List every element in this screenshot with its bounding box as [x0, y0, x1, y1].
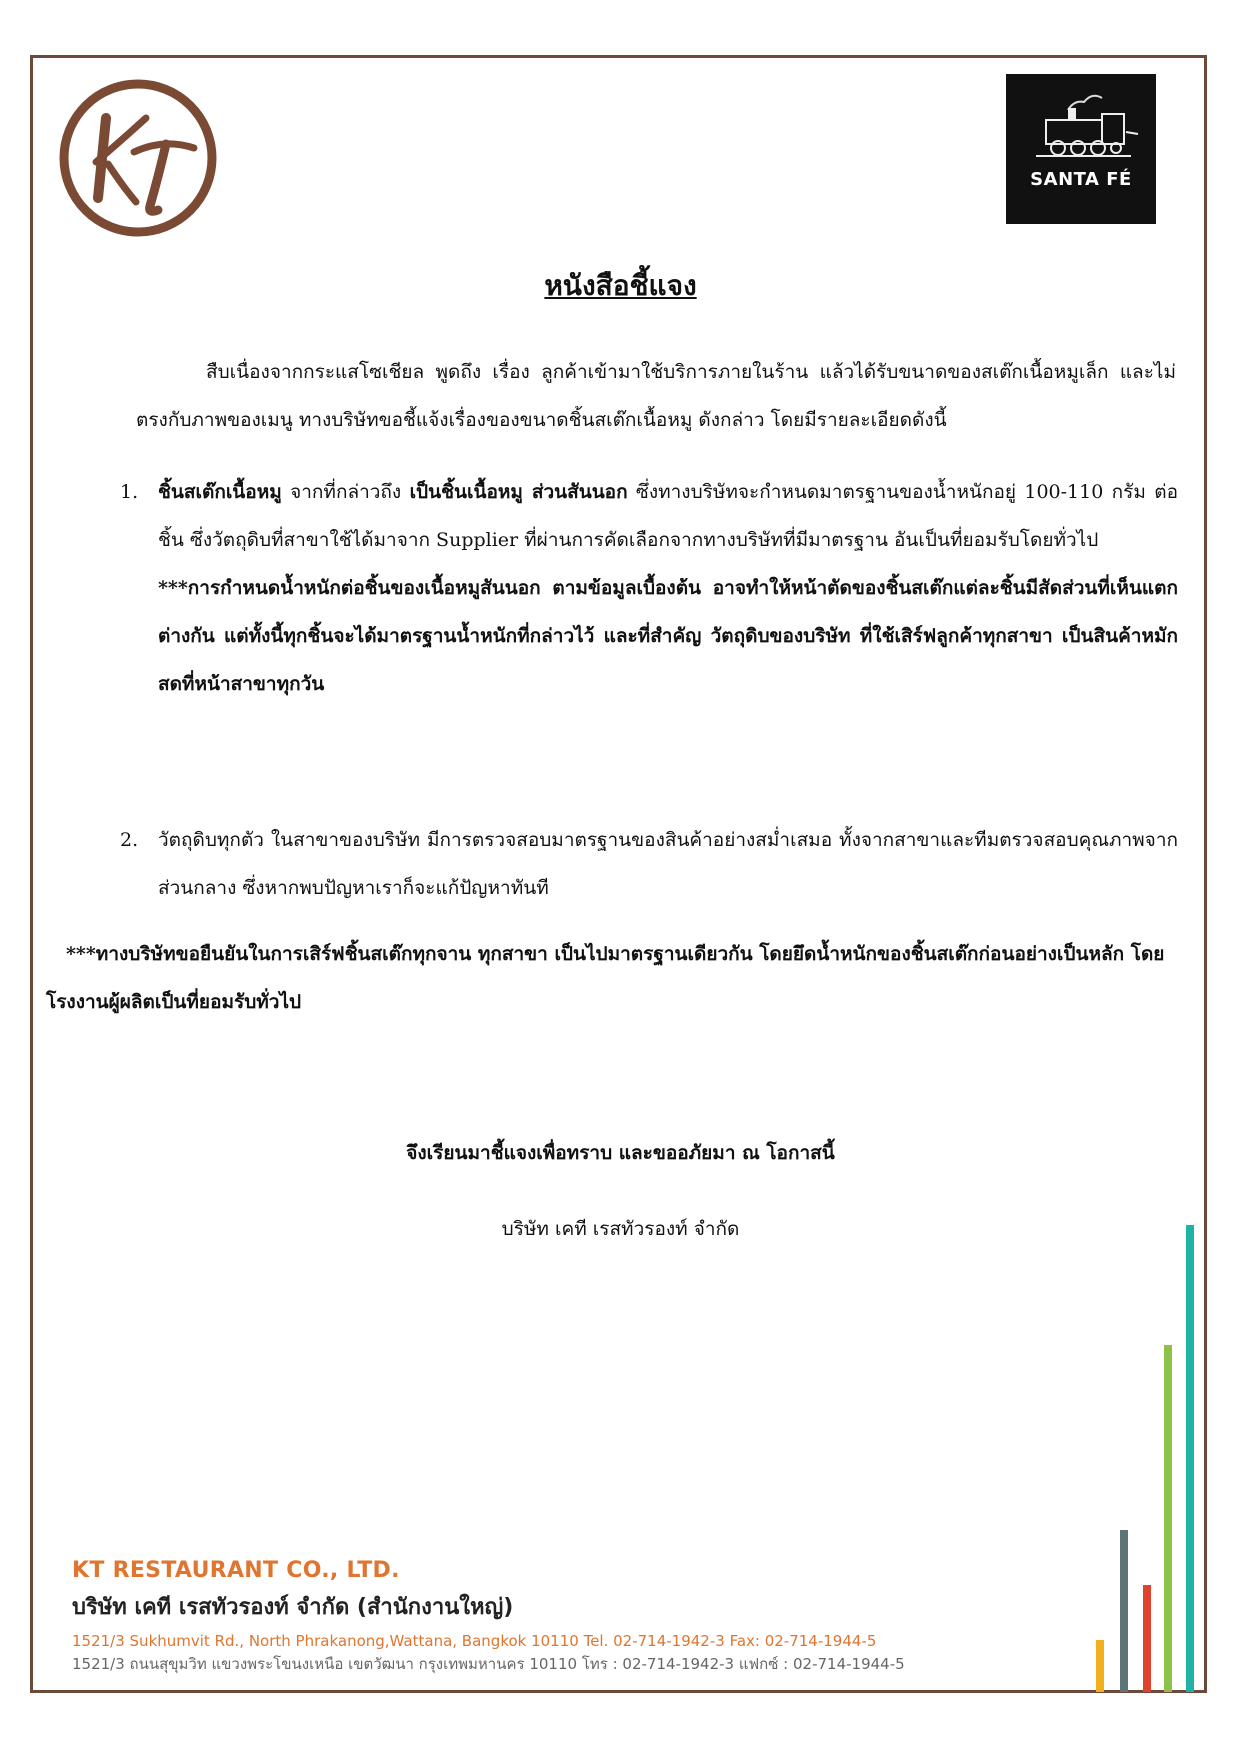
company-name-th: บริษัท เคที เรสทัวรองท์ จำกัด (สำนักงานใหญ่) — [72, 1595, 514, 1620]
item-note: ***การกำหนดน้ำหนักต่อชิ้นของเนื้อหมูสันนอก ตามข้อมูลเบื้องต้น อาจทำให้หน้าตัดของชิ้นสเต๊กแต่ละชิ้นมีสัดส่วนที่เห็นแตกต่างกัน แต่ทั้งนี้ทุกชิ้นจะได้มาตรฐานน้ำหนักที่กล่าวไว้ และที่สำคัญ วัตถุดิบของบริษัท ที่ใช้เสิร์ฟลูกค้าทุกสาขา เป็นสินค้าหมักสดที่หน้าสาขาทุกวัน — [158, 577, 1178, 695]
item-text-b: ซึ่งทางบริษัทจะกำหนดมาตรฐานของน้ำหนักอยู่ 100-110 กรัม ต่อชิ้น ซึ่งวัตถุดิบที่สาขาใช้ได้มาจาก Supplier ที่ผ่านการคัดเลือกจากทางบริษัทที่มีมาตรฐาน อันเป็นที่ยอมรับโดยทั่วไป — [158, 481, 1178, 551]
santa-fe-logo — [1006, 74, 1156, 224]
intro-paragraph: สืบเนื่องจากกระแสโซเชียล พูดถึง เรื่อง ลูกค้าเข้ามาใช้บริการภายในร้าน แล้วได้รับขนาดของสเต๊กเนื้อหมูเล็ก และไม่ตรงกับภาพของเมนู ทางบริษัทขอชี้แจ้งเรื่องของขนาดชิ้นสเต๊กเนื้อหมู ดังกล่าว โดยมีรายละเอียดดังนี้ — [136, 361, 1176, 431]
closing-line: จึงเรียนมาชี้แจงเพื่อทราบ และขออภัยมา ณ โอกาสนี้ — [406, 1142, 835, 1164]
address-en: 1521/3 Sukhumvit Rd., North Phrakanong,Wattana, Bangkok 10110 Tel. 02-714-1942-3 Fax: 02-714-1944-5 — [72, 1632, 877, 1650]
address-th: 1521/3 ถนนสุขุมวิท แขวงพระโขนงเหนือ เขตวัฒนา กรุงเทพมหานคร 10110 โทร : 02-714-1942-3 แฟกซ์ : 02-714-1944-5 — [72, 1655, 905, 1673]
document-title: หนังสือชี้แจง — [544, 269, 697, 302]
santa-fe-brand-text: SANTA FÉ — [1030, 169, 1132, 190]
list-item-text: วัตถุดิบทุกตัว ในสาขาของบริษัท มีการตรวจสอบมาตรฐานของสินค้าอย่างสม่ำเสมอ ทั้งจากสาขาและทีมตรวจสอบคุณภาพจากส่วนกลาง ซึ่งหากพบปัญหาเราก็จะแก้ปัญหาทันที — [158, 829, 1178, 899]
company-name-en: KT RESTAURANT CO., LTD. — [72, 1558, 400, 1583]
item-bold-lead: ชิ้นสเต๊กเนื้อหมู — [158, 481, 282, 503]
affirmation-paragraph: ***ทางบริษัทขอยืนยันในการเสิร์ฟชิ้นสเต๊กทุกจาน ทุกสาขา เป็นไปมาตรฐานเดียวกัน โดยยึดน้ำหนักของชิ้นสเต๊กก่อนอย่างเป็นหลัก โดยโรงงานผู้ผลิตเป็นที่ยอมรับทั่วไป — [46, 943, 1165, 1013]
item-text-a: จากที่กล่าวถึง — [281, 481, 410, 503]
list-item-text — [158, 468, 1178, 708]
item-bold-mid: เป็นชิ้นเนื้อหมู ส่วนสันนอก — [409, 481, 628, 503]
list-number: 2. — [120, 829, 139, 851]
list-number: 1. — [120, 481, 139, 503]
signature-line: บริษัท เคที เรสทัวรองท์ จำกัด — [501, 1218, 740, 1240]
train-icon — [1006, 74, 1156, 174]
kt-logo — [54, 78, 222, 238]
footer — [72, 1558, 905, 1676]
